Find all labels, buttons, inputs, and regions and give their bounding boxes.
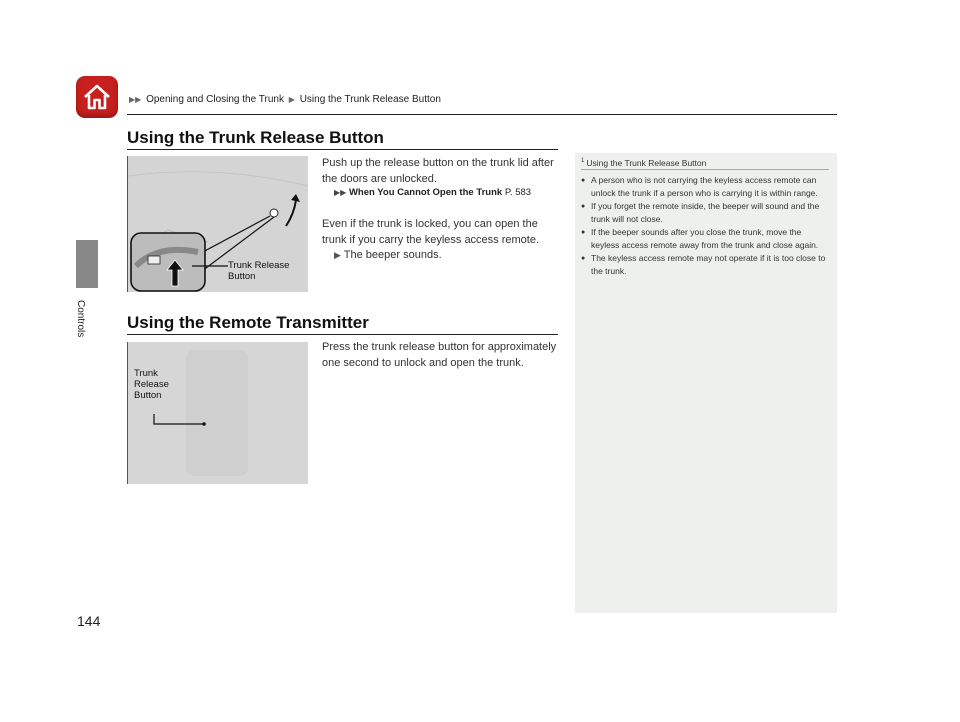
result-text: The beeper sounds. [343,249,442,261]
breadcrumb-arrow-icon: ▶ [288,95,295,104]
result-arrow-icon: ▶ [334,250,341,260]
section-divider [127,334,558,335]
reference-arrow-icon: ▶▶ [334,188,347,197]
home-icon [82,82,112,112]
note-divider [581,169,829,170]
side-tab-marker [76,240,98,288]
note-title: $^1$ Using the Trunk Release Button [581,158,707,168]
section1-paragraph1: Push up the release button on the trunk lid after the doors are unlocked. [322,157,554,185]
section-title-remote-transmitter: Using the Remote Transmitter [127,313,369,332]
breadcrumb-link-trunk-release-button[interactable]: Using the Trunk Release Button [299,94,441,105]
note-item: ● If you forget the remote inside, the beeper will sound and the trunk will not close. [581,200,829,226]
note-item: ● A person who is not carrying the keyless access remote can unlock the trunk if a person who is carrying it is within range. [581,174,829,200]
note-item: ● The keyless access remote may not operate if it is too close to the trunk. [581,252,829,278]
cross-reference-title[interactable]: When You Cannot Open the Trunk [348,187,503,198]
note-item: ● If the beeper sounds after you close the trunk, move the keyless access remote away from the trunk and close again. [581,226,829,252]
cross-reference-page: P. 583 [504,187,532,198]
breadcrumb-arrow-icon: ▶▶ [129,95,142,104]
page-number: 144 [77,613,101,629]
remote-transmitter-illustration [128,342,308,484]
section-divider [127,149,558,150]
section1-paragraph2: Even if the trunk is locked, you can open the trunk if you carry the keyless access remote. [322,218,540,246]
header-divider [127,114,837,115]
figure-callout-trunk-release-button: Trunk Release Button [228,260,290,282]
cross-reference[interactable] [334,187,531,198]
side-tab-label: Controls [75,300,86,338]
breadcrumb-link-opening-closing-trunk[interactable]: Opening and Closing the Trunk [146,94,284,105]
breadcrumb [127,94,441,105]
note-list [581,174,829,278]
section-title-trunk-release: Using the Trunk Release Button [127,128,384,147]
home-button[interactable] [76,76,118,118]
remote-transmitter-figure [127,342,308,484]
result-item [334,249,442,261]
figure-callout-trunk-release-button: Trunk Release Button [134,368,169,401]
section2-paragraph1: Press the trunk release button for approximately one second to unlock and open the trunk. [322,341,557,369]
note-index-icon: 1 [581,158,585,164]
